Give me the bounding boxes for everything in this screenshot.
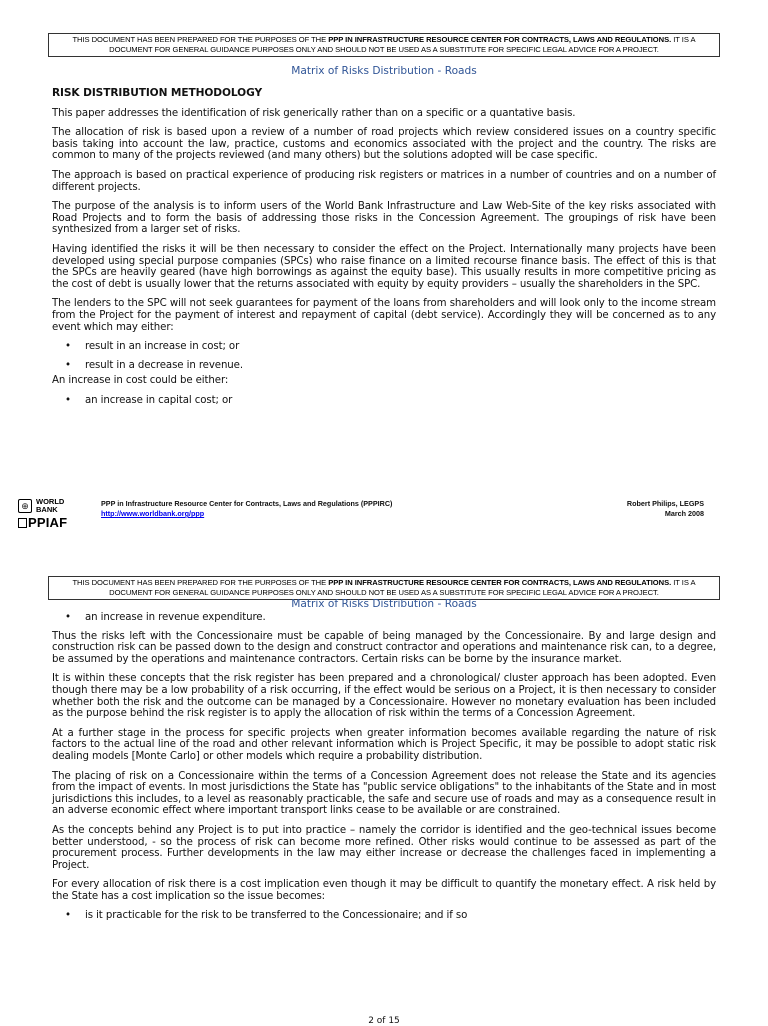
page-2 [0, 572, 768, 1024]
paragraph: The purpose of the analysis is to inform users of the World Bank Infrastructure and Law Web-Site of the key risks associated with Road Projects and to form the basis of addressing those risks in the Concession Agreement. The groupings of risk have been synthesized from a larger set of risks. [52, 201, 716, 236]
bullet-icon: • [65, 359, 71, 371]
footer-org: PPP in Infrastructure Resource Center for Contracts, Laws and Regulations (PPPIRC) [101, 499, 393, 508]
paragraph: As the concepts behind any Project is to put into practice – namely the corridor is identified and the geo-technical issues become better understood, - so the process of risk can become more refined. Other risks would continue to be assessed as part of the procurement process. Further developments in the law may either increase or decrease the challenges faced in implementing a Project. [52, 824, 716, 871]
notice-suffix: IT IS A [671, 35, 696, 44]
page-title: Matrix of Risks Distribution - Roads [291, 598, 477, 610]
notice-line2: DOCUMENT FOR GENERAL GUIDANCE PURPOSES ONLY AND SHOULD NOT BE USED AS A SUBSTITUTE FOR SPECIFIC LEGAL ADVICE FOR A PROJECT. [109, 45, 659, 54]
paragraph: Thus the risks left with the Concessionaire must be capable of being managed by the Concessionaire. By and large design and construction risk can be passed down to the design and construct contractor and operations and maintenance risk can, to a degree, be assumed by the operations and maintenance contractors. Certain risks can be borne by the insurance market. [52, 630, 716, 665]
bullet-icon: • [65, 612, 71, 623]
ppiaf-square-icon [18, 518, 27, 528]
paragraph: Having identified the risks it will be then necessary to consider the effect on the Project. Internationally many projects have been developed using special purpose companies (SPCs) who raise finance on a limited recourse finance basis. The effect of this is that the SPCs are heavily geared (have high borrowings as against the equity base). This usually results in more competitive pricing as the cost of debt is usually lower that the returns associated with equity by equity providers – usually the shareholders in the SPC. [52, 243, 716, 290]
paragraph: The placing of risk on a Concessionaire within the terms of a Concession Agreement does not release the State and its agencies from the impact of events. In most jurisdictions the State has "public service obligations" to the inhabitants of the State and in most jurisdictions this includes, to a level as reasonably practicable, the safe and secure use of roads and may as a consequence result in an adverse economic effect where important transport links cease to be available or are constrained. [52, 770, 716, 817]
page-1-body [52, 88, 716, 413]
disclaimer-notice: THIS DOCUMENT HAS BEEN PREPARED FOR THE PURPOSES OF THE PPP IN INFRASTRUCTURE RESOURCE CENTER FOR CONTRACTS, LAWS AND REGULATIONS. IT IS A DOCUMENT FOR GENERAL GUIDANCE PURPOSES ONLY AND SHOULD NOT BE USED AS A SUBSTITUTE FOR SPECIFIC LEGAL ADVICE FOR A PROJECT. [48, 576, 720, 600]
paragraph: The approach is based on practical experience of producing risk registers or matrices in a number of countries and on a number of different projects. [52, 169, 716, 193]
world-bank-logo: ⊕ WORLD BANK [18, 498, 78, 514]
bullet-item: • an increase in revenue expenditure. [65, 612, 266, 623]
notice-prefix: THIS DOCUMENT HAS BEEN PREPARED FOR THE PURPOSES OF THE [72, 35, 329, 44]
ppiaf-logo: PPIAF [18, 516, 67, 530]
disclaimer-notice [48, 33, 720, 57]
section-heading: RISK DISTRIBUTION METHODOLOGY [52, 87, 263, 99]
paragraph: For every allocation of risk there is a cost implication even though it may be difficult to quantify the monetary effect. A risk held by the State has a cost implication so the issue becomes: [52, 879, 716, 902]
paragraph: This paper addresses the identification of risk generically rather than on a specific or a quantative basis. [52, 107, 576, 119]
footer-date: March 2008 [664, 509, 704, 518]
page-number: 2 of 15 [368, 1016, 400, 1026]
page-2-body [52, 612, 716, 929]
footer-author: Robert Philips, LEGPS [626, 499, 704, 508]
footer-center [101, 499, 392, 519]
paragraph: The allocation of risk is based upon a review of a number of road projects which review considered issues on a country specific basis taking into account the law, practice, customs and economics associated with the project and the country. The risks are common to many of the projects reviewed (and many others) but the solutions adopted will be case specific. [52, 127, 716, 162]
notice-bold: PPP IN INFRASTRUCTURE RESOURCE CENTER FOR CONTRACTS, LAWS AND REGULATIONS. [328, 35, 672, 44]
globe-icon: ⊕ [18, 499, 32, 513]
page-title: Matrix of Risks Distribution - Roads [291, 65, 477, 77]
bullet-item: • is it practicable for the risk to be transferred to the Concessionaire; and if so [65, 910, 468, 922]
footer-right [627, 499, 704, 519]
bullet-item: • an increase in capital cost; or [65, 394, 233, 406]
bullet-item: • result in a decrease in revenue. [65, 359, 243, 371]
bullet-icon: • [65, 394, 71, 406]
bullet-item: • result in an increase in cost; or [65, 341, 240, 353]
paragraph: At a further stage in the process for specific projects when greater information becomes available regarding the nature of risk factors to the actual line of the road and other relevant information which is Project Specific, it may be possible to adopt static risk dealing models [Monte Carlo] or other models which require a probability distribution. [52, 727, 716, 762]
paragraph: The lenders to the SPC will not seek guarantees for payment of the loans from shareholders and will look only to the income stream from the Project for the payment of interest and repayment of capital (debt service). Accordingly they will be concerned as to any event which may either: [52, 298, 716, 333]
bullet-icon: • [65, 910, 71, 922]
paragraph: It is within these concepts that the risk register has been prepared and a chronological/ cluster approach has been adopted. Even though there may be a low probability of a risk occurring, if the effect would be serious on a Project, it is then necessary to consider whether both the risk and the outcome can be managed by a Concessionaire. However no monetary evaluation has been included as the purpose behind the risk register is to apply the allocation of risk within the terms of a Concession Agreement. [52, 673, 716, 720]
page-footer [0, 496, 768, 536]
paragraph: An increase in cost could be either: [52, 375, 229, 387]
footer-link[interactable]: http://www.worldbank.org/ppp [101, 509, 205, 518]
bullet-icon: • [65, 341, 71, 353]
